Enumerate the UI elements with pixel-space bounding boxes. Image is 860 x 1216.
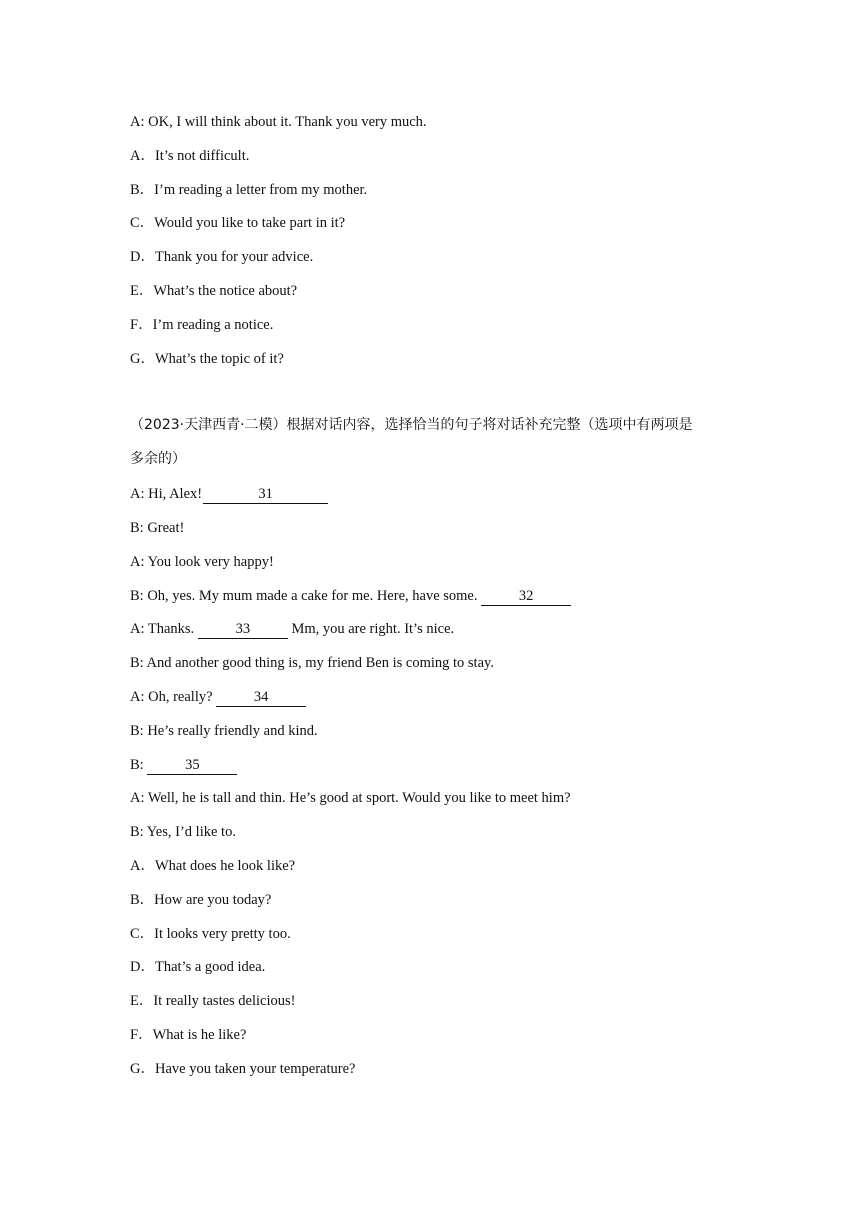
option-a: A．What does he look like? <box>130 858 296 874</box>
option-e: E．What’s the notice about? <box>130 283 298 299</box>
answer-blank-33: 33 <box>198 621 288 639</box>
option-c: C．Would you like to take part in it? <box>130 215 346 231</box>
option-b: B．I’m reading a letter from my mother. <box>130 182 368 198</box>
dialogue-line: A: OK, I will think about it. Thank you very much. <box>130 114 427 130</box>
dialogue-text: B: Oh, yes. My mum made a cake for me. Here, have some. <box>130 588 482 604</box>
dialogue-text: A: Hi, Alex! <box>130 486 203 502</box>
answer-blank-31: 31 <box>203 486 328 504</box>
option-c: C．It looks very pretty too. <box>130 926 291 942</box>
option-f: F．What is he like? <box>130 1027 247 1043</box>
dialogue-text: A: Oh, really? <box>130 689 217 705</box>
dialogue-line <box>130 687 306 707</box>
option-e: E．It really tastes delicious! <box>130 993 296 1009</box>
option-d: D．That’s a good idea. <box>130 959 266 975</box>
dialogue-line <box>130 586 571 606</box>
option-b: B．How are you today? <box>130 892 272 908</box>
dialogue-line <box>130 755 237 775</box>
option-f: F．I’m reading a notice. <box>130 317 274 333</box>
dialogue-line: B: Great! <box>130 520 185 536</box>
dialogue-line: B: He’s really friendly and kind. <box>130 723 318 739</box>
dialogue-line <box>130 484 328 504</box>
dialogue-text: A: Thanks. <box>130 621 198 637</box>
answer-blank-35: 35 <box>147 757 237 775</box>
option-g: G．What’s the topic of it? <box>130 351 284 367</box>
dialogue-line: A: Well, he is tall and thin. He’s good at sport. Would you like to meet him? <box>130 790 571 806</box>
option-a: A．It’s not difficult. <box>130 148 250 164</box>
question-instruction-continued: 多余的） <box>130 451 186 467</box>
dialogue-line <box>130 619 454 639</box>
dialogue-text: Mm, you are right. It’s nice. <box>287 621 455 637</box>
answer-blank-34: 34 <box>216 689 306 707</box>
dialogue-text: B: <box>130 757 148 773</box>
question-instruction: （2023·天津西青·二模）根据对话内容，选择恰当的句子将对话补充完整（选项中有两项是 <box>130 417 693 433</box>
dialogue-line: A: You look very happy! <box>130 554 274 570</box>
dialogue-line: B: Yes, I’d like to. <box>130 824 236 840</box>
option-g: G．Have you taken your temperature? <box>130 1061 356 1077</box>
option-d: D．Thank you for your advice. <box>130 249 314 265</box>
answer-blank-32: 32 <box>481 588 571 606</box>
dialogue-line: B: And another good thing is, my friend Ben is coming to stay. <box>130 655 494 671</box>
